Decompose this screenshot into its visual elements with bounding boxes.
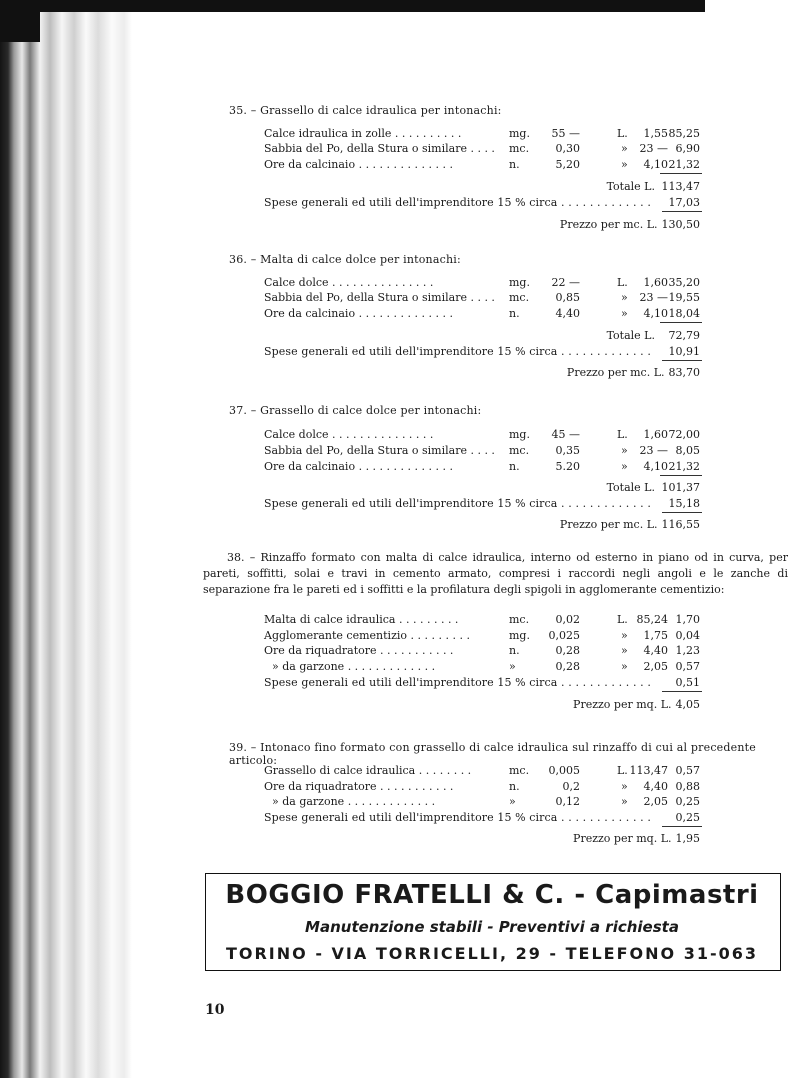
material-row: [0, 660, 793, 674]
item-currency: »: [621, 307, 628, 320]
item-unit-price: 2,05: [643, 660, 668, 673]
ad-tagline: Manutenzione stabili - Preventivi a richiesta: [305, 918, 679, 936]
item-unit-price: 1,60: [643, 276, 668, 289]
item-quantity: 0,025: [548, 629, 580, 642]
item-currency: »: [621, 460, 628, 473]
total-label: Totale L.: [606, 329, 655, 342]
section-title: 39. – Intonaco fino formato con grassello di calce idraulica sul rinzaffo di cui al precedente articolo:: [229, 741, 756, 767]
item-amount: 0,88: [675, 780, 700, 793]
item-description: Ore da riquadratore . . . . . . . . . . .: [264, 780, 454, 793]
total-row: [0, 180, 793, 194]
item-currency: »: [621, 629, 628, 642]
item-description: Calce idraulica in zolle . . . . . . . . . .: [264, 127, 462, 140]
item-quantity: 0,28: [555, 660, 580, 673]
item-amount: 72,00: [668, 428, 700, 441]
item-unit: mc.: [509, 142, 530, 155]
item-currency: »: [621, 660, 628, 673]
item-unit: mg.: [509, 127, 530, 140]
item-quantity: 0,28: [555, 644, 580, 657]
unit-price-label: Prezzo per mq. L.: [573, 832, 672, 845]
item-amount: 0,04: [675, 629, 700, 642]
item-amount: 1,23: [675, 644, 700, 657]
overhead-row: [0, 497, 793, 511]
item-quantity: 5,20: [555, 158, 580, 171]
overhead-description: Spese generali ed utili dell'imprenditore 15 % circa . . . . . . . . . . . . .: [264, 345, 651, 358]
overhead-amount: 15,18: [668, 497, 700, 510]
price-rule: [662, 512, 702, 513]
item-description: Sabbia del Po, della Stura o similare . . . .: [264, 444, 495, 457]
item-amount: 21,32: [668, 158, 700, 171]
item-unit-price: 4,10: [643, 158, 668, 171]
item-amount: 19,55: [668, 291, 700, 304]
item-amount: 8,05: [675, 444, 700, 457]
item-unit: mg.: [509, 629, 530, 642]
item-unit-price: 23 —: [639, 444, 668, 457]
item-amount: 21,32: [668, 460, 700, 473]
item-amount: 6,90: [675, 142, 700, 155]
total-amount: 113,47: [661, 180, 700, 193]
overhead-amount: 0,25: [675, 811, 700, 824]
item-currency: L.: [617, 127, 628, 140]
unit-price-row: [0, 698, 793, 712]
total-rule: [660, 173, 702, 174]
item-quantity: 0,2: [562, 780, 580, 793]
item-description: Grassello di calce idraulica . . . . . . . .: [264, 764, 472, 777]
total-row: [0, 329, 793, 343]
item-quantity: 0,02: [555, 613, 580, 626]
item-description: » da garzone . . . . . . . . . . . . .: [272, 795, 436, 808]
item-unit: mc.: [509, 291, 530, 304]
overhead-row: [0, 811, 793, 825]
material-row: [0, 291, 793, 305]
item-unit-price: 23 —: [639, 142, 668, 155]
item-quantity: 0,35: [555, 444, 580, 457]
item-description: Sabbia del Po, della Stura o similare . . . .: [264, 291, 495, 304]
overhead-amount: 0,51: [675, 676, 700, 689]
material-row: [0, 142, 793, 156]
item-unit: n.: [509, 644, 520, 657]
section-title: 35. – Grassello di calce idraulica per intonachi:: [229, 104, 502, 117]
item-quantity: 0,12: [555, 795, 580, 808]
unit-price-label: Prezzo per mc. L.: [559, 518, 658, 531]
item-unit: n.: [509, 158, 520, 171]
item-unit: mg.: [509, 428, 530, 441]
item-quantity: 0,85: [555, 291, 580, 304]
item-unit-price: 23 —: [639, 291, 668, 304]
item-currency: »: [621, 644, 628, 657]
total-label: Totale L.: [606, 180, 655, 193]
material-row: [0, 276, 793, 290]
item-quantity: 0,005: [548, 764, 580, 777]
overhead-description: Spese generali ed utili dell'imprenditore 15 % circa . . . . . . . . . . . . .: [264, 196, 651, 209]
total-row: [0, 481, 793, 495]
item-currency: »: [621, 142, 628, 155]
item-currency: L.: [617, 428, 628, 441]
material-row: [0, 460, 793, 474]
item-unit-price: 85,24: [636, 613, 668, 626]
material-row: [0, 629, 793, 643]
unit-price-amount: 116,55: [661, 518, 700, 531]
overhead-description: Spese generali ed utili dell'imprenditore 15 % circa . . . . . . . . . . . . .: [264, 497, 651, 510]
material-row: [0, 307, 793, 321]
item-description: Agglomerante cementizio . . . . . . . . .: [264, 629, 470, 642]
item-unit: »: [509, 795, 516, 808]
item-unit-price: 4,10: [643, 460, 668, 473]
item-description: Ore da calcinaio . . . . . . . . . . . . . .: [264, 307, 453, 320]
material-row: [0, 127, 793, 141]
item-description: Ore da riquadratore . . . . . . . . . . .: [264, 644, 454, 657]
item-description: Calce dolce . . . . . . . . . . . . . . .: [264, 276, 434, 289]
unit-price-row: [0, 518, 793, 532]
unit-price-amount: 4,05: [675, 698, 700, 711]
unit-price-amount: 1,95: [675, 832, 700, 845]
item-quantity: 5.20: [555, 460, 580, 473]
price-rule: [662, 826, 702, 827]
item-amount: 0,57: [675, 764, 700, 777]
unit-price-label: Prezzo per mc. L.: [566, 366, 665, 379]
item-unit: n.: [509, 460, 520, 473]
material-row: [0, 158, 793, 172]
material-row: [0, 613, 793, 627]
price-rule: [662, 360, 702, 361]
unit-price-label: Prezzo per mc. L.: [559, 218, 658, 231]
ad-address: TORINO - VIA TORRICELLI, 29 - TELEFONO 31-063: [225, 944, 759, 963]
price-rule: [662, 691, 702, 692]
item-description: » da garzone . . . . . . . . . . . . .: [272, 660, 436, 673]
item-unit-price: 1,60: [643, 428, 668, 441]
item-description: Malta di calce idraulica . . . . . . . . .: [264, 613, 459, 626]
item-currency: »: [621, 291, 628, 304]
unit-price-row: [0, 832, 793, 846]
unit-price-amount: 83,70: [668, 366, 700, 379]
overhead-description: Spese generali ed utili dell'imprenditore 15 % circa . . . . . . . . . . . . .: [264, 811, 651, 824]
item-quantity: 45 —: [551, 428, 580, 441]
item-unit: mg.: [509, 276, 530, 289]
item-description: Sabbia del Po, della Stura o similare . . . .: [264, 142, 495, 155]
item-unit: n.: [509, 307, 520, 320]
item-amount: 85,25: [668, 127, 700, 140]
material-row: [0, 644, 793, 658]
overhead-amount: 17,03: [668, 196, 700, 209]
item-currency: »: [621, 444, 628, 457]
total-amount: 72,79: [668, 329, 700, 342]
section-title: 36. – Malta di calce dolce per intonachi:: [229, 253, 461, 266]
material-row: [0, 795, 793, 809]
item-unit-price: 4,10: [643, 307, 668, 320]
item-unit: mc.: [509, 613, 530, 626]
item-unit-price: 4,40: [643, 644, 668, 657]
item-description: Ore da calcinaio . . . . . . . . . . . . . .: [264, 460, 453, 473]
item-unit-price: 2,05: [643, 795, 668, 808]
item-amount: 18,04: [668, 307, 700, 320]
ad-company-name: BOGGIO FRATELLI & C. - Capimastri: [225, 880, 759, 910]
item-unit-price: 1,55: [643, 127, 668, 140]
item-unit: »: [509, 660, 516, 673]
item-unit-price: 113,47: [629, 764, 668, 777]
unit-price-row: [0, 218, 793, 232]
total-rule: [660, 322, 702, 323]
item-amount: 0,25: [675, 795, 700, 808]
item-quantity: 55 —: [551, 127, 580, 140]
item-unit: mc.: [509, 444, 530, 457]
item-currency: »: [621, 158, 628, 171]
item-quantity: 4,40: [555, 307, 580, 320]
overhead-row: [0, 345, 793, 359]
item-amount: 0,57: [675, 660, 700, 673]
section-title: 37. – Grassello di calce dolce per intonachi:: [229, 404, 482, 417]
material-row: [0, 428, 793, 442]
total-rule: [660, 475, 702, 476]
page-number: 10: [205, 1002, 225, 1018]
item-currency: L.: [617, 613, 628, 626]
item-unit-price: 1,75: [643, 629, 668, 642]
overhead-description: Spese generali ed utili dell'imprenditore 15 % circa . . . . . . . . . . . . .: [264, 676, 651, 689]
item-currency: »: [621, 795, 628, 808]
total-amount: 101,37: [661, 481, 700, 494]
material-row: [0, 764, 793, 778]
unit-price-label: Prezzo per mq. L.: [573, 698, 672, 711]
overhead-row: [0, 676, 793, 690]
item-quantity: 22 —: [551, 276, 580, 289]
overhead-row: [0, 196, 793, 210]
item-currency: L.: [617, 764, 628, 777]
unit-price-amount: 130,50: [661, 218, 700, 231]
material-row: [0, 444, 793, 458]
total-label: Totale L.: [606, 481, 655, 494]
item-amount: 35,20: [668, 276, 700, 289]
overhead-amount: 10,91: [668, 345, 700, 358]
item-quantity: 0,30: [555, 142, 580, 155]
item-currency: L.: [617, 276, 628, 289]
item-amount: 1,70: [675, 613, 700, 626]
item-description: Ore da calcinaio . . . . . . . . . . . . . .: [264, 158, 453, 171]
unit-price-row: [0, 366, 793, 380]
material-row: [0, 780, 793, 794]
item-currency: »: [621, 780, 628, 793]
item-unit: mc.: [509, 764, 530, 777]
section-title: 38. – Rinzaffo formato con malta di calce idraulica, interno od esterno in piano od in curva, per pareti, soffitti, solai e travi in cemento armato, compresi i raccordi negli angoli e le zanche di separazione fra le pareti ed i soffitti e la profilatura degli spigoli in agglomerante cementizio:: [203, 551, 788, 596]
item-unit: n.: [509, 780, 520, 793]
item-description: Calce dolce . . . . . . . . . . . . . . .: [264, 428, 434, 441]
item-unit-price: 4,40: [643, 780, 668, 793]
price-rule: [662, 211, 702, 212]
